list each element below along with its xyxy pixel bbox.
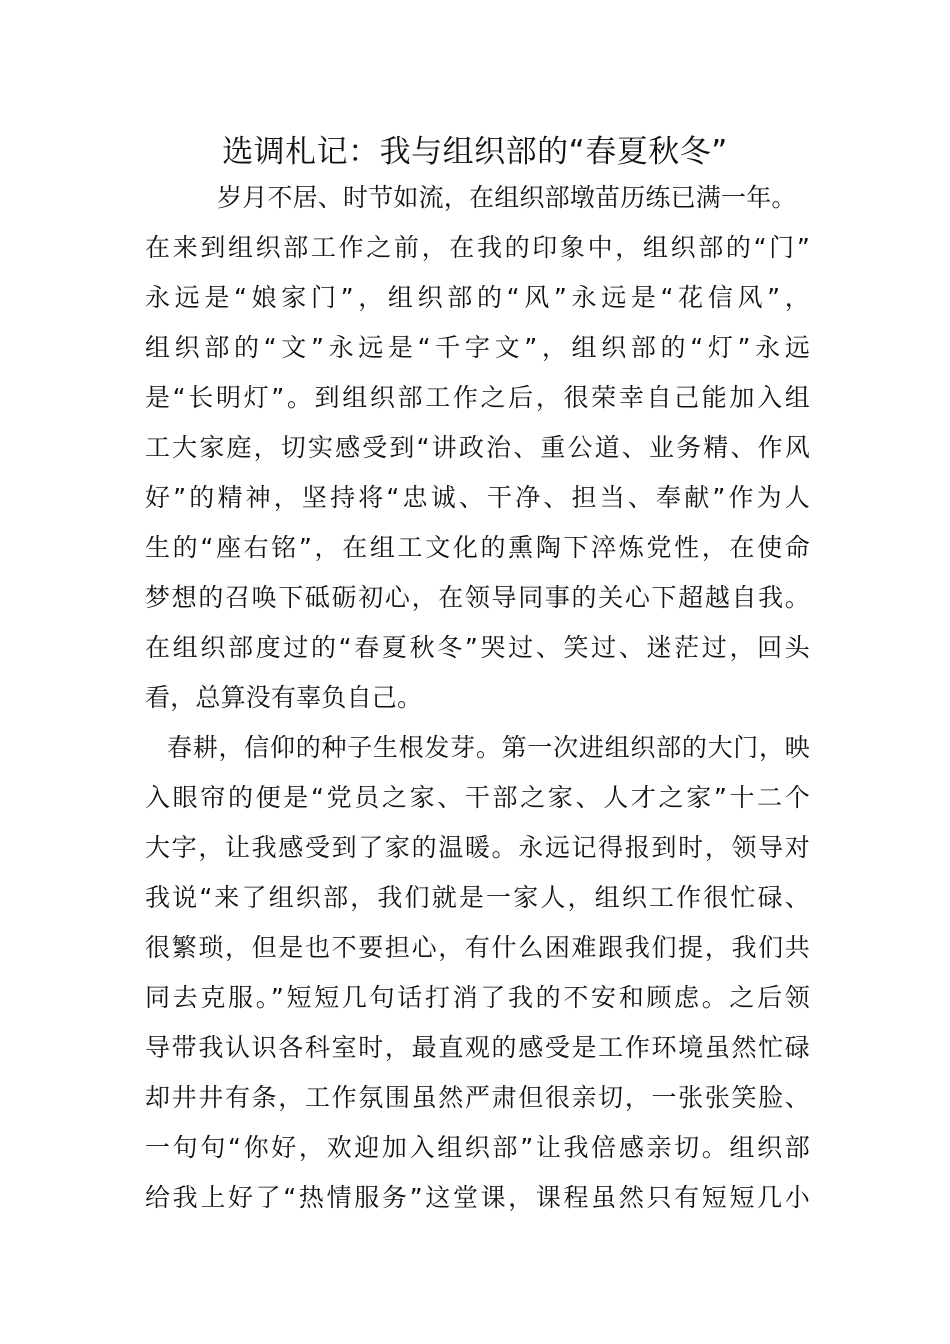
text-line: 组织部的“文”永远是“千字文”，组织部的“灯”永远 (145, 333, 810, 362)
text-line: 我说“来了组织部，我们就是一家人，组织工作很忙碌、 (145, 883, 810, 912)
document-title: 选调札记：我与组织部的“春夏秋冬” (222, 134, 728, 170)
text-line: 梦想的召唤下砥砺初心，在领导同事的关心下超越自我。 (145, 583, 810, 612)
text-line: 一句句“你好，欢迎加入组织部”让我倍感亲切。组织部 (145, 1133, 810, 1162)
text-line: 岁月不居、时节如流，在组织部墩苗历练已满一年。 (217, 183, 797, 212)
text-line: 是“长明灯”。到组织部工作之后，很荣幸自己能加入组 (145, 383, 810, 412)
text-line: 永远是“娘家门”，组织部的“风”永远是“花信风”， (145, 283, 810, 312)
text-line: 同去克服。”短短几句话打消了我的不安和顾虑。之后领 (145, 983, 810, 1012)
text-line: 大字，让我感受到了家的温暖。永远记得报到时，领导对 (145, 833, 810, 862)
text-line: 却井井有条，工作氛围虽然严肃但很亲切，一张张笑脸、 (145, 1083, 810, 1112)
text-line: 春耕，信仰的种子生根发芽。第一次进组织部的大门，映 (167, 733, 810, 762)
text-line: 在组织部度过的“春夏秋冬”哭过、笑过、迷茫过，回头 (145, 633, 810, 662)
document-body (145, 173, 810, 1223)
text-line: 导带我认识各科室时，最直观的感受是工作环境虽然忙碌 (145, 1033, 810, 1062)
text-line: 好”的精神，坚持将“忠诚、干净、担当、奉献”作为人 (145, 483, 810, 512)
text-line: 入眼帘的便是“党员之家、干部之家、人才之家”十二个 (145, 783, 810, 812)
text-line: 在来到组织部工作之前，在我的印象中，组织部的“门” (145, 233, 810, 262)
text-line: 给我上好了“热情服务”这堂课，课程虽然只有短短几小 (145, 1183, 810, 1212)
text-line: 很繁琐，但是也不要担心，有什么困难跟我们提，我们共 (145, 933, 810, 962)
text-line: 看，总算没有辜负自己。 (145, 683, 423, 712)
text-line: 工大家庭，切实感受到“讲政治、重公道、业务精、作风 (145, 433, 810, 462)
text-line: 生的“座右铭”，在组工文化的熏陶下淬炼党性，在使命 (145, 533, 810, 562)
